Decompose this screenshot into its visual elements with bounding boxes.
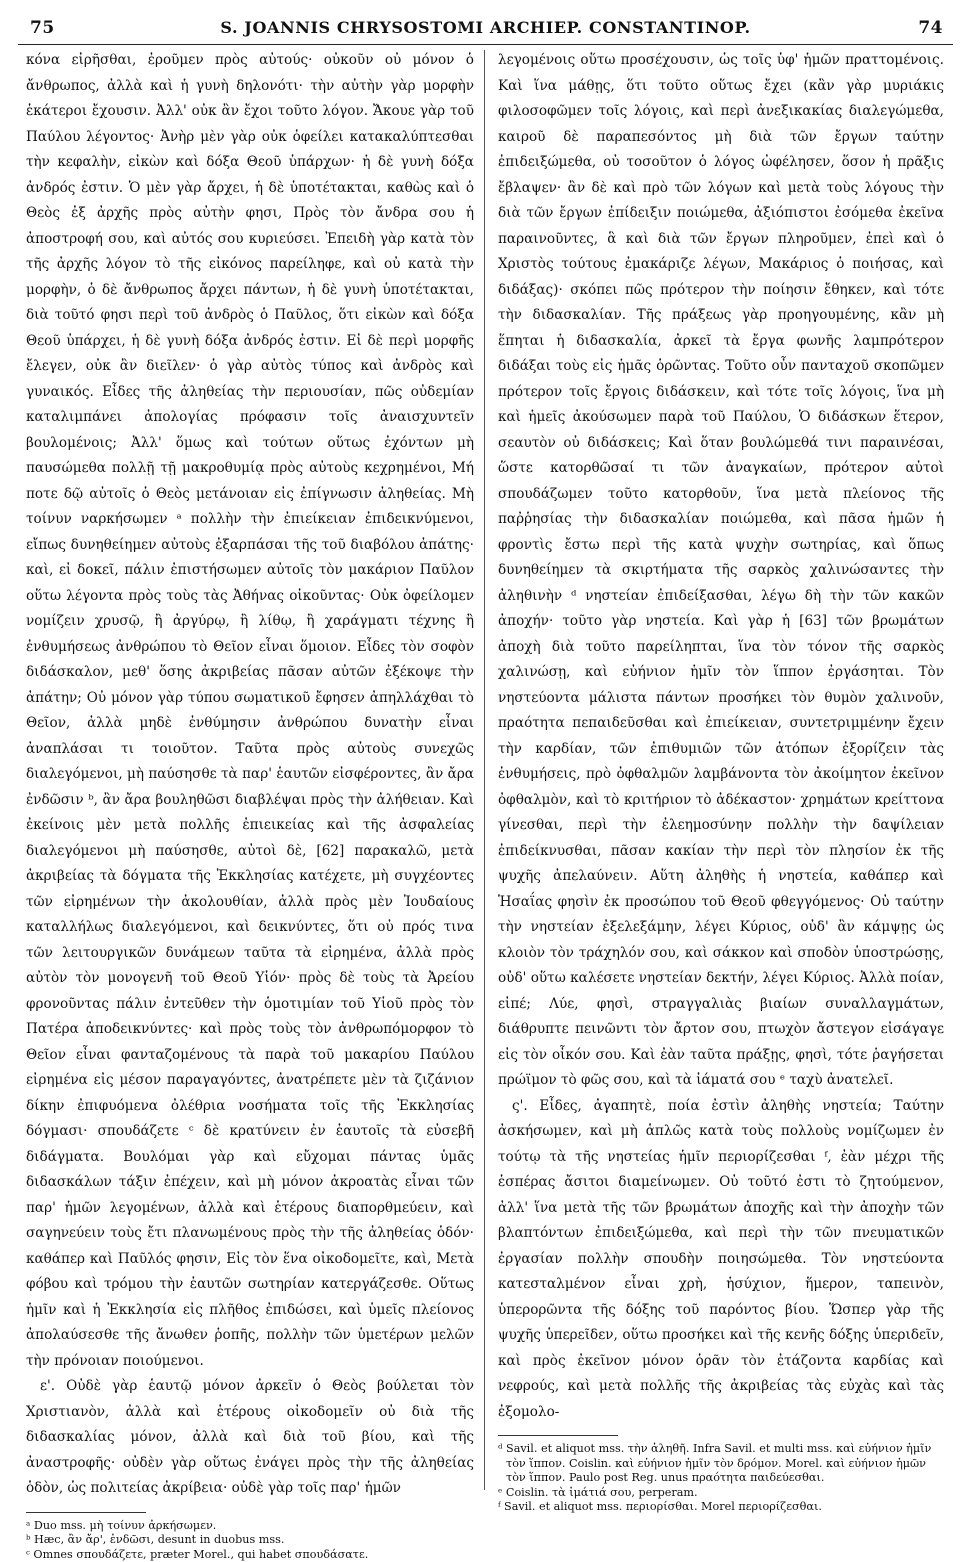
left-paragraph-2: ε'. Οὐδὲ γὰρ ἑαυτῷ μόνον ἀρκεῖν ὁ Θεὸς βούλεται τὸν Χριστιανὸν, ἀλλὰ καὶ ἑτέρους οἰκοδομεῖν οὐ διὰ τῆς διδασκαλίας μόνον, ἀλλὰ καὶ διὰ τοῦ βίου, καὶ τῆς ἀναστροφῆς· οὐδὲν γὰρ οὕτως ἐνάγει πρὸς τὴν τῆς ἀληθείας ὁδὸν, ὡς πολιτείας ἀκρίβεια· οὐδὲ γὰρ τοῖς παρ' ἡμῶν bbox=[26, 1374, 474, 1502]
left-paragraph-1: κόνα εἰρῆσθαι, ἐροῦμεν πρὸς αὐτούς· οὐκοῦν οὐ μόνον ὁ ἄνθρωπος, ἀλλὰ καὶ ἡ γυνὴ δηλονότι· τὴν αὐτὴν γὰρ μορφὴν ἑκάτεροι ἔχουσιν. Ἀλλ' οὐκ ἂν ἔχοι τοῦτο λόγον. Ἄκουε γὰρ τοῦ Παύλου λέγοντος· Ἀνὴρ μὲν γὰρ οὐκ ὀφείλει κατακαλύπτεσθαι τὴν κεφαλὴν, εἰκὼν καὶ δόξα Θεοῦ ὑπάρχων· ἡ δὲ γυνὴ δόξα ἀνδρός ἐστιν. Ὁ μὲν γὰρ ἄρχει, ἡ δὲ ὑποτέτακται, καθὼς καὶ ὁ Θεὸς ἐξ ἀρχῆς πρὸς αὐτὴν φησι, Πρὸς τὸν ἄνδρα σου ἡ ἀποστροφή σου, καὶ αὐτός σου κυριεύσει. Ἐπειδὴ γὰρ κατὰ τὸν τῆς ἀρχῆς λόγον τὸ τῆς εἰκόνος παρείληφε, καὶ οὐ κατὰ τὴν μορφὴν, ὁ δὲ ἄνθρωπος ἄρχει πάντων, ἡ δὲ γυνὴ ὑποτέτακται, διὰ τοῦτό φησι περὶ τοῦ ἀνδρὸς ὁ Παῦλος, ὅτι εἰκὼν καὶ δόξα Θεοῦ ὑπάρχει, ἡ δὲ γυνὴ δόξα ἀνδρός ἐστιν. Εἰ δὲ περὶ μορφῆς ἔλεγεν, οὐκ ἂν διεῖλεν· ὁ γὰρ αὐτὸς τύπος καὶ ἀνδρὸς καὶ γυναικός. Εἶδες τῆς ἀληθείας τὴν περιουσίαν, πῶς οὐδεμίαν καταλιμπάνει ἀπολογίας πρόφασιν τοῖς ἀναισχυντεῖν βουλομένοις; Ἀλλ' ὅμως καὶ τούτων οὕτως ἐχόντων μὴ παυσώμεθα πολλῇ τῇ μακροθυμίᾳ πρὸς αὐτοὺς κεχρημένοι, Μή ποτε δῷ αὐτοῖς ὁ Θεὸς μετάνοιαν εἰς ἐπίγνωσιν ἀληθείας. Μὴ τοίνυν ναρκήσωμεν ᵃ πολλὴν τὴν ἐπιείκειαν ἐπιδεικνύμενοι, εἴπως δυνηθείημεν αὐτοὺς ἐξαρπάσαι τῆς τοῦ διαβόλου ἀπάτης· καὶ, εἰ δοκεῖ, πάλιν ἐπιστήσωμεν αὐτοῖς τὸν μακάριον Παῦλον οὕτω λέγοντα πρὸς τοὺς τὰς Ἀθήνας οἰκοῦντας· Οὐκ ὀφείλομεν νομίζειν χρυσῷ, ἢ ἀργύρῳ, ἢ λίθῳ, ἢ χαράγματι τέχνης ἢ ἐνθυμήσεως ἀνθρώπου τὸ Θεῖον εἶναι ὅμοιον. Εἶδες τὸν σοφὸν διδάσκαλον, μεθ' ὅσης ἀκριβείας πᾶσαν αὐτῶν ἐξέκοψε τὴν ἀπάτην; Οὐ μόνον γὰρ τύπου σωματικοῦ ἔφησεν ἀπηλλάχθαι τὸ Θεῖον, ἀλλὰ μηδὲ ἐνθύμησιν ἀνθρώπου δυνατὴν εἶναι ἀναπλάσαι τι τοιοῦτον. Ταῦτα πρὸς αὐτοὺς συνεχῶς διαλεγόμενοι, μὴ παύσησθε τὰ παρ' ἑαυτῶν εἰσφέροντες, ἂν ἄρα ἐνδῶσιν ᵇ, ἂν ἄρα βουληθῶσι διαβλέψαι πρὸς τὴν ἀλήθειαν. Καὶ ἐκείνοις μὲν μετὰ πολλῆς ἐπιεικείας καὶ τῆς ἀσφαλείας διαλεγόμενοι μὴ παύσησθε, αὐτοὶ δὲ, [62] παρακαλῶ, μετὰ ἀκριβείας τὰ δόγματα τῆς Ἐκκλησίας κατέχετε, μὴ συγχέοντες τῶν εἰρημένων τὴν ἀκολουθίαν, ἀλλὰ πρὸς μὲν Ἰουδαίους καταλλήλως διαλεγόμενοι, καὶ δεικνύντες, ὅτι οὐ πρός τινα τῶν λειτουργικῶν δυνάμεων ταῦτα τὰ εἰρημένα, ἀλλὰ πρὸς αὐτὸν τὸν μονογενῆ τοῦ Θεοῦ Υἱόν· πρὸς δὲ τοὺς τὰ Ἀρείου φρονοῦντας πάλιν ἐντεῦθεν τὴν ὁμοτιμίαν τοῦ Υἱοῦ πρὸς τὸν Πατέρα ἀποδεικνύντες· καὶ πρὸς τοὺς τὸν ἀνθρωπόμορφον τὸ Θεῖον εἶναι φανταζομένους τὰ παρὰ τοῦ μακαρίου Παύλου εἰρημένα εἰς μέσον παραγαγόντες, ἀνατρέπετε μὲν τὰ ζιζάνιον δίκην ἐπιφυόμενα ὀλέθρια νοσήματα τοῖς τῆς Ἐκκλησίας δόγμασι· σπουδάζετε ᶜ δὲ κρατύνειν ἐν ἑαυτοῖς τὰ εὐσεβῆ διδάγματα. Βουλόμαι γὰρ καὶ εὔχομαι πάντας ὑμᾶς διδασκάλων τάξιν ἐπέχειν, καὶ μὴ μόνον ἀκροατὰς εἶναι τῶν παρ' ἡμῶν λεγομένων, ἀλλὰ καὶ ἑτέρους διαπορθμεύειν, καὶ σαγηνεύειν τοὺς ἔτι πλανωμένους πρὸς τὴν τῆς ἀληθείας ὁδόν· καθάπερ καὶ Παῦλός φησιν, Εἰς τὸν ἕνα οἰκοδομεῖτε, καὶ, Μετὰ φόβου καὶ τρόμου τὴν ἑαυτῶν σωτηρίαν κατεργάζεσθε. Οὕτως ἡμῖν καὶ ἡ Ἐκκλησία εἰς πλῆθος ἐπιδώσει, καὶ ὑμεῖς πλείονος ἀπολαύσεσθε τῆς ἄνωθεν ῥοπῆς, πολλὴν τῶν ὑμετέρων μελῶν τὴν πρόνοιαν ποιούμενοι. bbox=[26, 48, 474, 1374]
text-columns bbox=[18, 48, 953, 1526]
running-title: S. JOANNIS CHRYSOSTOMI ARCHIEP. CONSTANTINOP. bbox=[18, 18, 953, 37]
right-paragraph-1: λεγομένοις οὕτω προσέχουσιν, ὡς τοῖς ὑφ' ἡμῶν πραττομένοις. Καὶ ἵνα μάθῃς, ὅτι τοῦτο οὕτως ἔχει (κἂν γὰρ μυριάκις φιλοσοφῶμεν τοῖς λόγοις, καὶ περὶ ἀνεξικακίας διαλεγώμεθα, καιροῦ δὲ παραπεσόντος μὴ διὰ τῶν ἔργων ταύτην ἐπιδειξώμεθα, οὐ τοσοῦτον ὁ λόγος ὠφέλησεν, ὅσον ἡ πρᾶξις ἔβλαψεν· ἂν δὲ καὶ πρὸ τῶν λόγων καὶ μετὰ τοὺς λόγους τὴν διὰ τῶν ἔργων ἐπίδειξιν ποιώμεθα, ἀξιόπιστοι ἐσόμεθα ἐκεῖνα παραινοῦντες, ἃ καὶ διὰ τῶν ἔργων πληροῦμεν, ἐπεὶ καὶ ὁ Χριστὸς τούτους ἐμακάριζε λέγων, Μακάριος ὁ ποιήσας, καὶ διδάξας)· σκόπει πῶς πρότερον τὴν ποίησιν ἔθηκεν, καὶ τότε τὴν διδασκαλίαν. Τῆς πράξεως γὰρ προηγουμένης, κἂν μὴ ἕπηται ἡ διδασκαλία, ἀρκεῖ τὰ ἔργα φωνῆς λαμπρότερον διδάξαι τοὺς εἰς ἡμᾶς ὁρῶντας. Τοῦτο οὖν πανταχοῦ σκοπῶμεν πρότερον τοῖς ἔργοις διδάσκειν, καὶ τότε τοῖς λόγοις, ἵνα μὴ καὶ ἡμεῖς ἀκούσωμεν παρὰ τοῦ Παύλου, Ὁ διδάσκων ἕτερον, σεαυτὸν οὐ διδάσκεις; Καὶ ὅταν βουλώμεθά τινι παραινέσαι, ὥστε κατορθῶσαί τι τῶν ἀναγκαίων, πρότερον αὐτοὶ σπουδάζωμεν τοῦτο κατορθοῦν, ἵνα μετὰ πλείονος τῆς παῤῥησίας τὴν διδασκαλίαν ποιώμεθα, καὶ πᾶσα ἡμῶν ἡ φροντὶς ἔστω περὶ τῆς κατὰ ψυχὴν σωτηρίας, καὶ ὅπως δυνηθείημεν τὰ σκιρτήματα τῆς σαρκὸς χαλινώσαντες τὴν ἀληθινὴν ᵈ νηστείαν ἐπιδείξασθαι, λέγω δὴ τὴν τῶν κακῶν ἀποχήν· τοῦτο γὰρ νηστεία. Καὶ γὰρ ἡ [63] τῶν βρωμάτων ἀποχὴ διὰ τοῦτο παρείληπται, ἵνα τὸν τόνον τῆς σαρκὸς χαλινώσῃ, καὶ εὐήνιον ἡμῖν τὸν ἵππον ἐργάσηται. Τὸν νηστεύοντα μάλιστα πάντων προσήκει τὸν θυμὸν χαλινοῦν, πραότητα πεπαιδεῦσθαι καὶ ἐπιείκειαν, συντετριμμένην ἔχειν τὴν καρδίαν, τῶν ἐπιθυμιῶν τῶν ἀτόπων ἐξορίζειν τὰς ἐνθυμήσεις, πρὸ ὀφθαλμῶν λαμβάνοντα τὸν ἀκοίμητον ἐκεῖνον ὀφθαλμὸν, καὶ τὸ κριτήριον τὸ ἀδέκαστον· χρημάτων κρείττονα γίνεσθαι, περὶ τὴν ἐλεημοσύνην πολλὴν τὴν δαψίλειαν ἐπιδείκνυσθαι, πᾶσαν κακίαν τὴν περὶ τὸν πλησίον ἐκ τῆς ψυχῆς ἀπελαύνειν. Αὕτη ἀληθὴς ἡ νηστεία, καθάπερ καὶ Ἡσαΐας φησὶν ἐκ προσώπου τοῦ Θεοῦ φθεγγόμενος· Οὐ ταύτην τὴν νηστείαν ἐξελεξάμην, λέγει Κύριος, οὐδ' ἂν κάμψῃς ὡς κλοιὸν τὸν τράχηλόν σου, καὶ σάκκον καὶ σποδὸν ὑποστρώσῃς, οὐδ' οὕτω καλέσετε νηστείαν δεκτήν, λέγει Κύριος. Ἀλλὰ ποίαν, εἰπέ; Λύε, φησὶ, στραγγαλιὰς βιαίων συναλλαγμάτων, διάθρυπτε πεινῶντι τὸν ἄρτον σου, πτωχὸν ἄστεγον εἰσάγαγε εἰς τὸν οἶκόν σου. Καὶ ἐὰν ταῦτα πράξῃς, φησὶ, τότε ῥαγήσεται πρώϊμον τὸ φῶς σου, καὶ τὰ ἰάματά σου ᵉ ταχὺ ἀνατελεῖ. bbox=[498, 48, 944, 1094]
footnote-b: ᵇ Hæc, ἂν ἄρ', ἐνδῶσι, desunt in duobus mss. bbox=[26, 1533, 474, 1548]
book-page bbox=[18, 10, 953, 1530]
running-header bbox=[18, 10, 953, 45]
footnote-c: ᶜ Omnes σπουδάζετε, præter Morel., qui habet σπουδάσατε. bbox=[26, 1548, 474, 1562]
page-number-left: 75 bbox=[30, 18, 55, 38]
footnote-divider-right bbox=[498, 1435, 618, 1436]
footnote-a: ᵃ Duo mss. μὴ τοίνυν ἀρκήσωμεν. bbox=[26, 1519, 474, 1534]
footnote-e: ᵉ Coislin. τὰ ἱμάτιά σου, perperam. bbox=[498, 1486, 944, 1501]
left-column bbox=[26, 48, 474, 1526]
right-column bbox=[498, 48, 944, 1526]
footnote-divider-left bbox=[26, 1512, 146, 1513]
footnote-f: ᶠ Savil. et aliquot mss. περιορίσθαι. Morel περιορίζεσθαι. bbox=[498, 1500, 944, 1515]
page-number-right: 74 bbox=[918, 18, 943, 38]
footnote-d: ᵈ Savil. et aliquot mss. τὴν ἀληθῆ. Infra Savil. et multi mss. καὶ εὐήνιον ἡμῖν τὸν ἵππον. Coislin. καὶ εὐήνιον ἡμῖν τὸν δρόμον. Morel. καὶ εὐήνιον ἡμῶν τὸν ἵππον. Paulo post Reg. unus πραότητα παιδεύεσθαι. bbox=[498, 1442, 944, 1486]
right-paragraph-2: ς'. Εἶδες, ἀγαπητὲ, ποία ἐστὶν ἀληθὴς νηστεία; Ταύτην ἀσκήσωμεν, καὶ μὴ ἁπλῶς κατὰ τοὺς πολλοὺς νομίζωμεν ἐν τούτῳ τὰ τῆς νηστείας ἡμῖν περιορίζεσθαι ᶠ, ἐὰν μέχρι τῆς ἑσπέρας ἄσιτοι διαμείνωμεν. Οὐ τοῦτό ἐστι τὸ ζητούμενον, ἀλλ' ἵνα μετὰ τῆς τῶν βρωμάτων ἀποχῆς καὶ τὴν ἀποχὴν τῶν βλαπτόντων ἐπιδειξώμεθα, καὶ περὶ τὴν τῶν πνευματικῶν ἐργασίαν πολλὴν σπουδὴν ποιησώμεθα. Τὸν νηστεύοντα κατεσταλμένον εἶναι χρὴ, ἡσύχιον, ἥμερον, ταπεινὸν, ὑπερορῶντα τῆς δόξης τοῦ παρόντος βίου. Ὥσπερ γὰρ τῆς ψυχῆς ὑπερεῖδεν, οὕτω προσήκει καὶ τῆς κενῆς δόξης ὑπεριδεῖν, καὶ πρὸς ἐκεῖνον μόνον ὁρᾶν τὸν ἐτάζοντα καρδίας καὶ νεφρούς, καὶ μετὰ πολλῆς τῆς ἀκριβείας τὰς εὐχὰς καὶ τὰς ἐξομολο- bbox=[498, 1094, 944, 1426]
